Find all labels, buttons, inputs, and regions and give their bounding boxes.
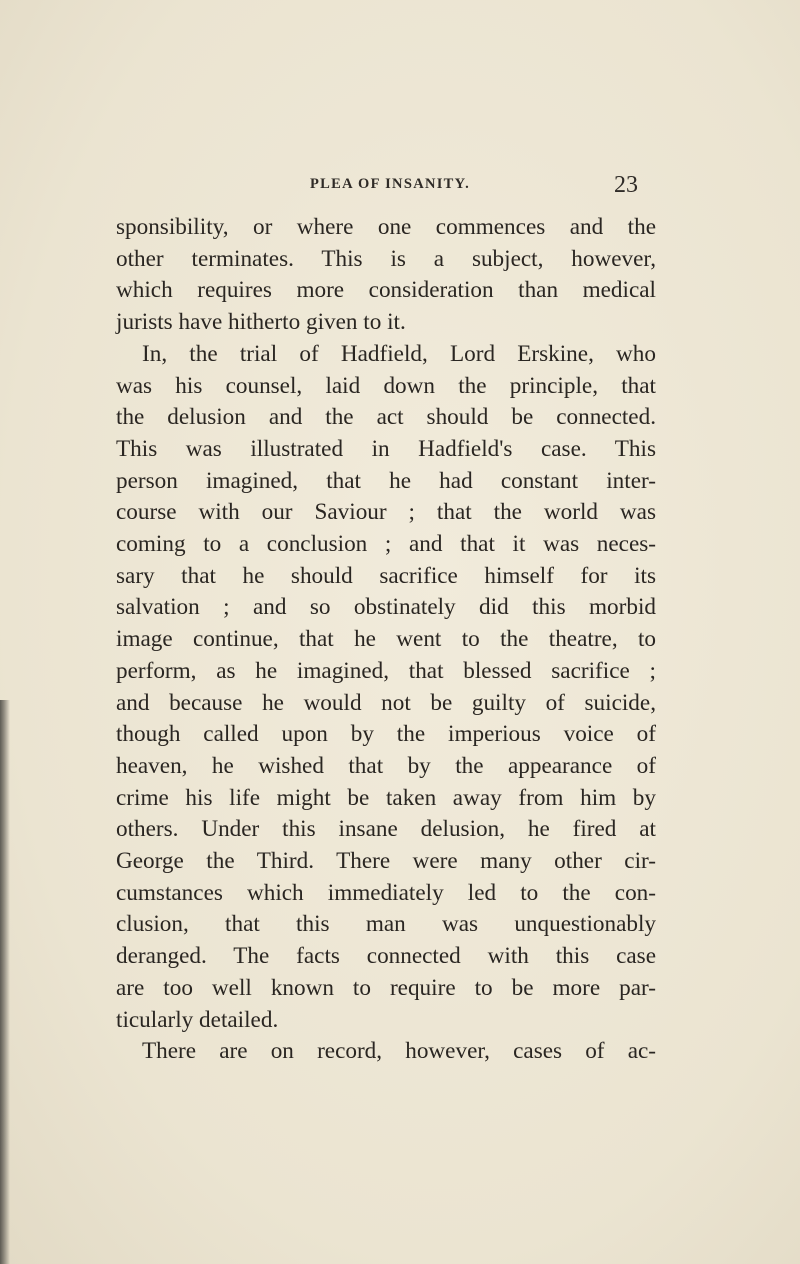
text-line: are too well known to require to be more par- — [116, 974, 656, 1001]
text-line: which requires more consideration than medical — [116, 277, 656, 304]
text-line: clusion, that this man was unquestionably — [116, 911, 656, 938]
binding-shadow — [0, 700, 10, 1264]
body-text — [116, 212, 656, 1068]
text-line: crime his life might be taken away from him by — [116, 784, 656, 811]
text-line: This was illustrated in Hadfield's case. This — [116, 435, 656, 462]
text-line: others. Under this insane delusion, he fired at — [116, 816, 656, 843]
text-line: person imagined, that he had constant inter- — [116, 467, 656, 494]
text-line: salvation ; and so obstinately did this morbid — [116, 594, 656, 621]
text-line: jurists have hitherto given to it. — [116, 309, 406, 336]
page-header — [0, 172, 800, 202]
text-line: ticularly detailed. — [116, 1006, 279, 1033]
text-line: was his counsel, laid down the principle, that — [116, 372, 656, 399]
text-line: sponsibility, or where one commences and the — [116, 214, 656, 240]
running-title: PLEA OF INSANITY. — [310, 176, 471, 192]
text-line: George the Third. There were many other cir- — [116, 848, 656, 875]
text-line: coming to a conclusion ; and that it was neces- — [116, 531, 656, 558]
text-line: though called upon by the imperious voice of — [116, 721, 656, 748]
text-line: course with our Saviour ; that the world was — [116, 499, 656, 526]
text-line: cumstances which immediately led to the con- — [116, 879, 656, 906]
text-line: other terminates. This is a subject, however, — [116, 245, 656, 272]
page-number: 23 — [614, 172, 638, 198]
text-line: deranged. The facts connected with this case — [116, 943, 656, 970]
text-line: and because he would not be guilty of suicide, — [116, 689, 656, 716]
text-line: perform, as he imagined, that blessed sacrifice ; — [116, 657, 656, 684]
text-line: heaven, he wished that by the appearance of — [116, 752, 656, 779]
text-line: the delusion and the act should be connected. — [116, 404, 656, 431]
text-line: There are on record, however, cases of ac- — [142, 1038, 656, 1065]
text-line: In, the trial of Hadfield, Lord Erskine, who — [142, 340, 656, 367]
text-line: image continue, that he went to the theatre, to — [116, 626, 656, 653]
text-line: sary that he should sacrifice himself for its — [116, 562, 656, 589]
